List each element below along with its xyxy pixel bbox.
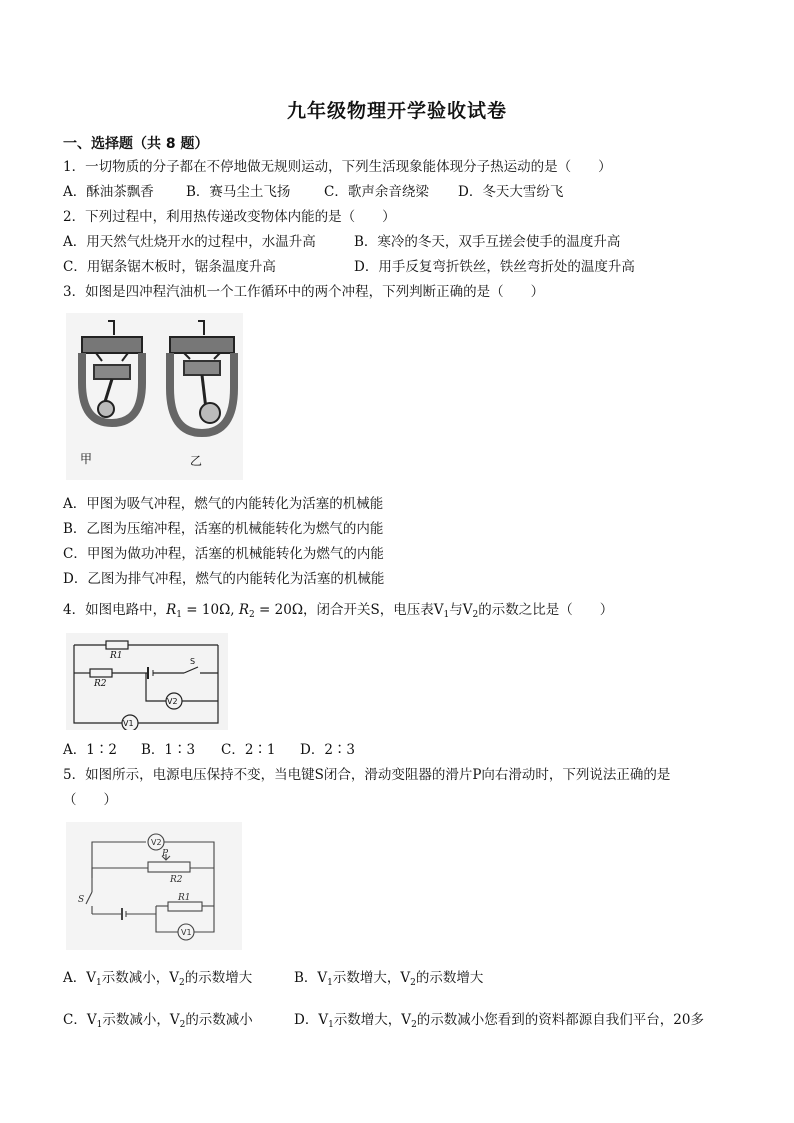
q4-r1-symbol: R xyxy=(166,602,177,618)
fig5-label-p: P xyxy=(162,849,169,859)
q4-r1-value: = 10Ω, xyxy=(182,602,239,618)
q4-r2-sub: 2 xyxy=(249,610,255,620)
q1-option-d: D．冬天大雪纷飞 xyxy=(458,184,564,200)
q5-option-b xyxy=(294,969,483,992)
q5-circuit-figure xyxy=(66,822,242,950)
q4-option-c: C．2∶1 xyxy=(221,742,276,758)
q3-option-c: C．甲图为做功冲程，活塞的机械能转化为燃气的内能 xyxy=(63,546,384,562)
q1-option-b: B．赛马尘土飞扬 xyxy=(186,184,291,200)
q4-option-b: B．1∶3 xyxy=(141,742,196,758)
q5a-sub-1: 1 xyxy=(96,978,102,988)
q4-option-a: A．1∶2 xyxy=(63,742,117,758)
q5c-text-3: 的示数减小 xyxy=(185,1012,253,1028)
q5d-sub-1: 1 xyxy=(328,1020,334,1030)
q2-option-a: A．用天然气灶烧开水的过程中，水温升高 xyxy=(63,234,316,250)
q2-option-b: B．寒冷的冬天，双手互搓会使手的温度升高 xyxy=(354,234,621,250)
q4-stem-text-a: 4．如图电路中， xyxy=(63,602,167,618)
q5c-text-1: C．V xyxy=(63,1012,97,1028)
q4-circuit-figure xyxy=(66,633,228,730)
fig4-label-s: S xyxy=(190,657,196,666)
q5-option-d xyxy=(294,1011,704,1034)
q5a-text-3: 的示数增大 xyxy=(184,970,253,986)
q5d-text-1: D．V xyxy=(294,1012,329,1028)
fig4-label-r2: R2 xyxy=(94,679,107,689)
q5c-sub-1: 1 xyxy=(96,1020,103,1030)
q4-v1-sub: 1 xyxy=(443,610,450,620)
q4-stem xyxy=(63,601,613,624)
q4-r2-symbol: R xyxy=(238,602,250,618)
q3-option-a: A．甲图为吸气冲程，燃气的内能转化为活塞的机械能 xyxy=(63,496,384,512)
q4-option-d: D．2∶3 xyxy=(300,742,356,758)
q1-option-a: A．酥油茶飘香 xyxy=(63,184,154,200)
q3-stem: 3．如图是四冲程汽油机一个工作循环中的两个冲程，下列判断正确的是（ ） xyxy=(63,284,545,300)
engine-strokes-figure xyxy=(66,313,243,480)
section-heading: 一、选择题（共 8 题） xyxy=(63,136,209,152)
q5a-text-2: 示数减小，V xyxy=(101,970,179,986)
q5b-sub-2: 2 xyxy=(410,978,416,988)
fig5-label-v1: V1 xyxy=(181,928,192,937)
q1-option-c: C．歌声余音绕梁 xyxy=(324,184,429,200)
fig5-label-r1: R1 xyxy=(178,893,191,903)
fig5-label-r2: R2 xyxy=(170,875,183,885)
q5b-sub-1: 1 xyxy=(327,978,333,988)
q5b-text-2: 示数增大，V xyxy=(332,970,411,986)
q4-stem-text-d: 的示数之比是（ ） xyxy=(478,602,614,618)
q5-stem: 5．如图所示，电源电压保持不变，当电键S闭合，滑动变阻器的滑片P向右滑动时，下列说法正确的是 xyxy=(63,767,671,783)
q5d-text-2: 示数增大，V xyxy=(333,1012,412,1028)
q4-stem-text-c: 与V xyxy=(449,602,473,618)
q4-v2-sub: 2 xyxy=(472,610,479,620)
q2-option-d: D．用手反复弯折铁丝，铁丝弯折处的温度升高 xyxy=(354,259,635,275)
fig5-label-v2: V2 xyxy=(151,838,162,847)
fig4-label-r1: R1 xyxy=(110,651,123,661)
fig5-label-s: S xyxy=(78,895,85,905)
q5-option-a xyxy=(63,969,252,992)
q5b-text-3: 的示数增大 xyxy=(415,970,484,986)
engine-label-b: 乙 xyxy=(190,454,203,468)
q3-option-b: B．乙图为压缩冲程，活塞的机械能转化为燃气的内能 xyxy=(63,521,384,537)
q5d-sub-2: 2 xyxy=(411,1020,417,1030)
q3-option-d: D．乙图为排气冲程，燃气的内能转化为活塞的机械能 xyxy=(63,571,385,587)
q4-r2-value: = 20Ω xyxy=(254,602,304,618)
q5c-sub-2: 2 xyxy=(179,1020,186,1030)
fig4-label-v1: V1 xyxy=(123,719,134,728)
q2-option-c: C．用锯条锯木板时，锯条温度升高 xyxy=(63,259,276,275)
fig4-label-v2: V2 xyxy=(167,697,178,706)
page-title: 九年级物理开学验收试卷 xyxy=(286,100,507,122)
q5b-text-1: B．V xyxy=(294,970,328,986)
q5d-text-3: 的示数减小您看到的资料都源自我们平台，20多 xyxy=(416,1012,704,1028)
q2-stem: 2．下列过程中，利用热传递改变物体内能的是（ ） xyxy=(63,209,396,225)
q5c-text-2: 示数减小，V xyxy=(102,1012,180,1028)
q4-r1-sub: 1 xyxy=(176,610,182,620)
q1-stem: 1．一切物质的分子都在不停地做无规则运动，下列生活现象能体现分子热运动的是（ ） xyxy=(63,159,612,175)
q5a-sub-2: 2 xyxy=(178,978,185,988)
q5a-text-1: A．V xyxy=(63,970,96,986)
q5-stem-cont: （ ） xyxy=(63,792,117,808)
q5-option-c xyxy=(63,1011,253,1034)
engine-label-a: 甲 xyxy=(80,452,93,466)
q4-stem-text-b: ，闭合开关S，电压表V xyxy=(303,602,444,618)
